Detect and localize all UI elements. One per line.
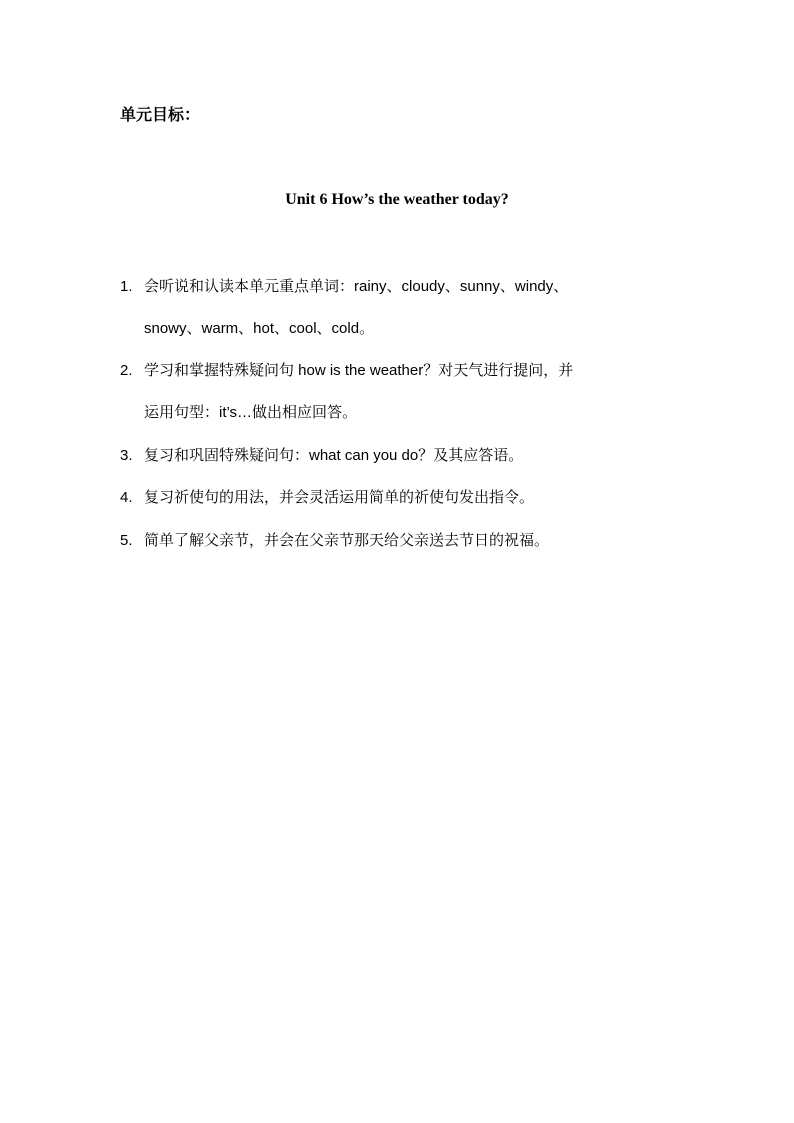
goal-item xyxy=(120,477,690,519)
goal-text-line: 会听说和认读本单元重点单词：rainy、cloudy、sunny、windy、 xyxy=(144,278,569,295)
unit-title: Unit 6 How’s the weather today? xyxy=(285,191,509,208)
goal-number: 1. xyxy=(120,278,133,295)
goal-item xyxy=(120,266,690,350)
goal-text-line: 运用句型：it’s…做出相应回答。 xyxy=(144,404,358,421)
goal-number: 4. xyxy=(120,489,133,506)
section-heading: 单元目标： xyxy=(120,107,201,124)
goal-item xyxy=(120,350,690,434)
goal-number: 5. xyxy=(120,532,133,549)
goal-text-line: snowy、warm、hot、cool、cold。 xyxy=(144,320,375,337)
goal-text-line: 简单了解父亲节，并会在父亲节那天给父亲送去节日的祝福。 xyxy=(144,532,550,549)
goal-text-line: 学习和掌握特殊疑问句 how is the weather？对天气进行提问，并 xyxy=(144,362,574,379)
goal-number: 2. xyxy=(120,362,133,379)
goal-number: 3. xyxy=(120,447,133,464)
goal-item xyxy=(120,520,690,562)
goal-text-line: 复习和巩固特殊疑问句：what can you do？及其应答语。 xyxy=(144,447,524,464)
goal-text-line: 复习祈使句的用法，并会灵活运用简单的祈使句发出指令。 xyxy=(144,489,535,506)
goal-item xyxy=(120,435,690,477)
